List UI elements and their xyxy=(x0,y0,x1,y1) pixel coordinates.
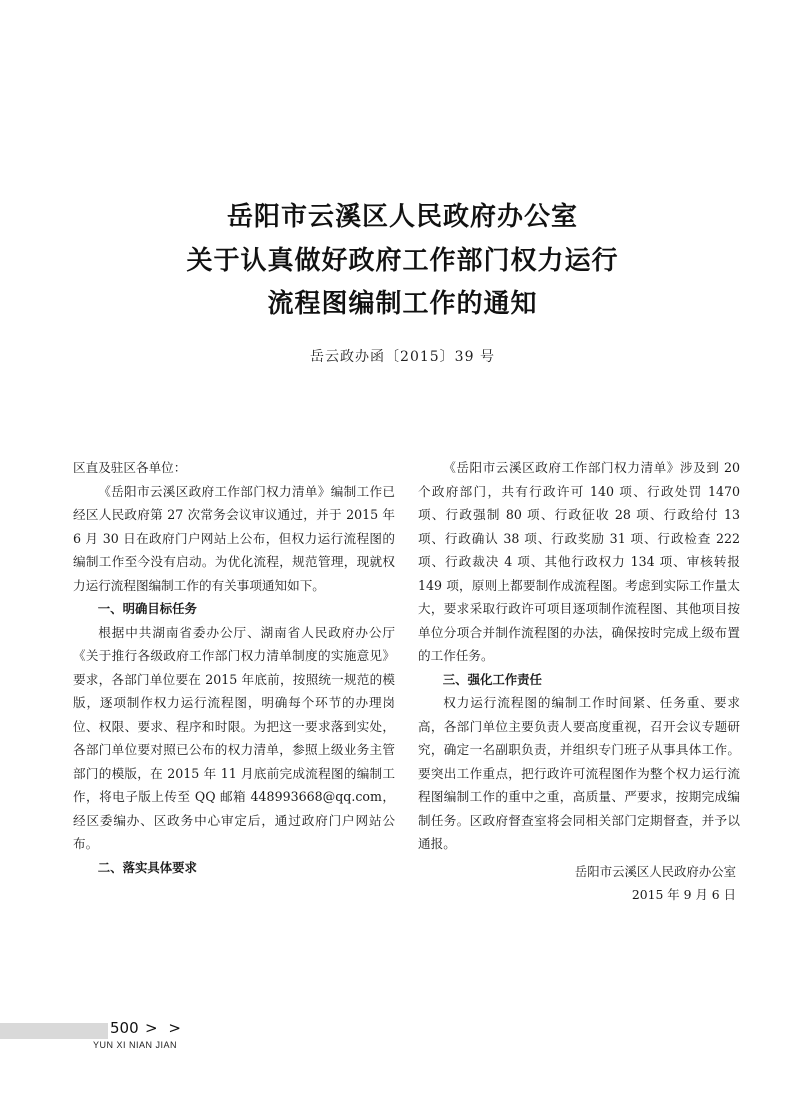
section-2-heading: 二、落实具体要求 xyxy=(97,859,197,875)
next-arrows-icon: > > xyxy=(145,1019,184,1037)
salutation: 区直及驻区各单位： xyxy=(73,460,187,475)
section-2-paragraph: 《岳阳市云溪区政府工作部门权力清单》涉及到 20 个政府部门，共有行政许可 140 项、行政处罚 1470 项、行政强制 80 项、行政征收 28 项、行政给付 13 项、行政确认 38 项、行政奖励 31 项、行政检查 222 项、行政裁决 4 项、其他行政权力 134 项、审核转报 149 项，原则上都要制作成流程图。考虑到实际工作量太大，要求采取行政许可项目逐项制作流程图、其他项目按单位分项合并制作流程图的办法，确保按时完成上级布置的工作任务。 xyxy=(418,460,740,663)
section-1-heading: 一、明确目标任务 xyxy=(97,601,197,616)
left-text-column xyxy=(73,456,395,879)
signature-date: 2015 年 9 月 6 日 xyxy=(631,887,736,902)
document-title-line-2: 关于认真做好政府工作部门权力运行 xyxy=(186,246,619,276)
section-1-paragraph: 根据中共湖南省委办公厅、湖南省人民政府办公厅《关于推行各级政府工作部门权力清单制度的实施意见》要求，各部门单位要在 2015 年底前，按照统一规范的模版，逐项制作权力运行流程图，明确每个环节的办理岗位、权限、要求、程序和时限。为把这一要求落到实处，各部门单位要对照已公布的权力清单，参照上级业务主管部门的模版，在 2015 年 11 月底前完成流程图的编制工作，将电子版上传至 QQ 邮箱 448993668@qq.com，经区委编办、区政务中心审定后，通过政府门户网站公布。 xyxy=(73,624,395,851)
document-title-line-1: 岳阳市云溪区人民政府办公室 xyxy=(226,202,578,232)
right-text-column xyxy=(418,456,740,907)
section-3-heading: 三、强化工作责任 xyxy=(442,671,542,687)
intro-paragraph: 《岳阳市云溪区政府工作部门权力清单》编制工作已经区人民政府第 27 次常务会议审议通过，并于 2015 年 6 月 30 日在政府门户网站上公布，但权力运行流程图的编制工作至今没有启动。为优化流程，规范管理，现就权力运行流程图编制工作的有关事项通知如下。 xyxy=(73,483,395,593)
journal-name: YUN XI NIAN JIAN xyxy=(93,1040,178,1050)
footer-bar xyxy=(0,1023,108,1039)
signature-issuer: 岳阳市云溪区人民政府办公室 xyxy=(574,863,736,879)
section-3-paragraph: 权力运行流程图的编制工作时间紧、任务重、要求高，各部门单位主要负责人要高度重视，召开会议专题研究，确定一名副职负责，并组织专门班子从事具体工作。要突出工作重点，把行政许可流程图作为整个权力运行流程图编制工作的重中之重，高质量、严要求，按期完成编制任务。区政府督查室将会同相关部门定期督查，并予以通报。 xyxy=(418,695,740,851)
page-number: 500 xyxy=(110,1019,139,1037)
document-title-line-3: 流程图编制工作的通知 xyxy=(267,289,538,319)
document-number: 岳云政办函〔2015〕39 号 xyxy=(310,349,495,365)
